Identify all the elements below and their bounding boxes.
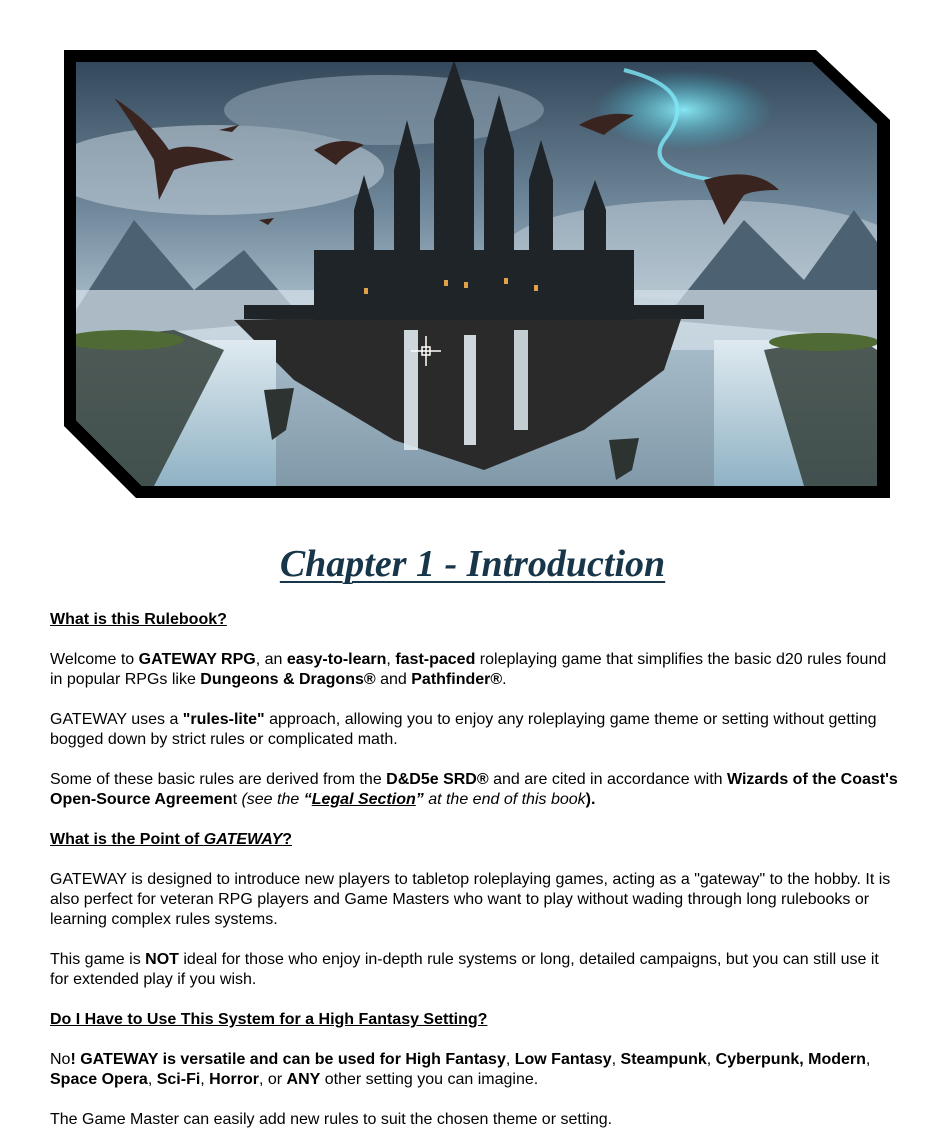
- text: ).: [585, 791, 596, 808]
- text: ,: [505, 1051, 515, 1068]
- paragraph-srd: [50, 770, 900, 810]
- text: Welcome to: [50, 651, 139, 668]
- text: .: [502, 671, 507, 688]
- emphasis: Wizards of the Coast's Open-Source Agreemen: [50, 771, 898, 808]
- setting: Modern: [808, 1051, 866, 1068]
- setting: Sci-Fi: [156, 1071, 201, 1088]
- text: What is the Point of: [50, 831, 204, 848]
- text: No: [50, 1051, 71, 1068]
- text: and are cited in accordance with: [488, 771, 728, 788]
- text: ideal for those who enjoy in-depth rule systems or long, detailed campaigns, but you can still use it for extended play if you wish.: [50, 951, 879, 988]
- text: ?: [282, 831, 293, 848]
- text: ,: [706, 1051, 716, 1068]
- emphasis: "rules-lite": [182, 711, 265, 728]
- setting: High Fantasy: [405, 1051, 506, 1068]
- emphasis: D&D5e SRD®: [386, 771, 489, 788]
- emphasis: Pathfinder®: [411, 671, 503, 688]
- text: ”: [415, 791, 424, 808]
- setting: ANY: [286, 1071, 321, 1088]
- text: at the end of this book: [423, 791, 586, 808]
- paragraph-gateway-purpose: GATEWAY is designed to introduce new players to tabletop roleplaying games, acting as a "gateway" to the hobby. It is also perfect for veteran RPG players and Game Masters who want to play without wading through long rulebooks or learning complex rules systems.: [50, 871, 891, 928]
- text: ,: [147, 1071, 157, 1088]
- text: (see the: [241, 791, 304, 808]
- paragraph-welcome: [50, 650, 900, 690]
- text: , an: [255, 651, 287, 668]
- section-heading-fantasy: Do I Have to Use This System for a High Fantasy Setting?: [50, 1011, 488, 1028]
- text: “: [303, 791, 312, 808]
- setting: Horror: [209, 1071, 259, 1088]
- text: This game is: [50, 951, 146, 968]
- text: ,: [200, 1071, 210, 1088]
- emphasis: fast-paced: [395, 651, 476, 668]
- game-name: GATEWAY RPG: [138, 651, 256, 668]
- paragraph-not-ideal: [50, 950, 900, 990]
- emphasis: easy-to-learn: [286, 651, 387, 668]
- setting: Cyberpunk: [715, 1051, 800, 1068]
- text: ,: [386, 651, 396, 668]
- text: ! GATEWAY is versatile and can be used for: [70, 1051, 406, 1068]
- paragraph-rules-lite: [50, 710, 900, 750]
- text: t: [232, 791, 242, 808]
- castle-illustration: [64, 50, 890, 498]
- text: ,: [611, 1051, 621, 1068]
- text: GATEWAY uses a: [50, 711, 183, 728]
- text: Some of these basic rules are derived from the: [50, 771, 387, 788]
- text: ,: [799, 1051, 809, 1068]
- text: , or: [258, 1071, 287, 1088]
- hero-illustration: [64, 50, 890, 498]
- setting: Steampunk: [620, 1051, 707, 1068]
- text: ,: [865, 1051, 871, 1068]
- document-body: [50, 610, 900, 1130]
- paragraph-gm-rules: The Game Master can easily add new rules to suit the chosen theme or setting.: [50, 1111, 613, 1128]
- text: and: [375, 671, 412, 688]
- section-heading-point: [50, 830, 900, 850]
- chapter-title: Chapter 1 - Introduction: [279, 543, 666, 585]
- emphasis: Dungeons & Dragons®: [200, 671, 376, 688]
- setting: Space Opera: [50, 1071, 148, 1088]
- text: roleplaying game that simplifies the basic d20 rules found in popular RPGs like: [50, 651, 887, 688]
- paragraph-settings: [50, 1050, 900, 1090]
- legal-section-link[interactable]: Legal Section: [311, 791, 416, 808]
- text: approach, allowing you to enjoy any roleplaying game theme or setting without getting bogged down by strict rules or complicated math.: [50, 711, 877, 748]
- text: GATEWAY: [203, 831, 283, 848]
- section-heading-rulebook: What is this Rulebook?: [50, 611, 227, 628]
- setting: Low Fantasy: [514, 1051, 612, 1068]
- emphasis: NOT: [145, 951, 179, 968]
- text: other setting you can imagine.: [320, 1071, 539, 1088]
